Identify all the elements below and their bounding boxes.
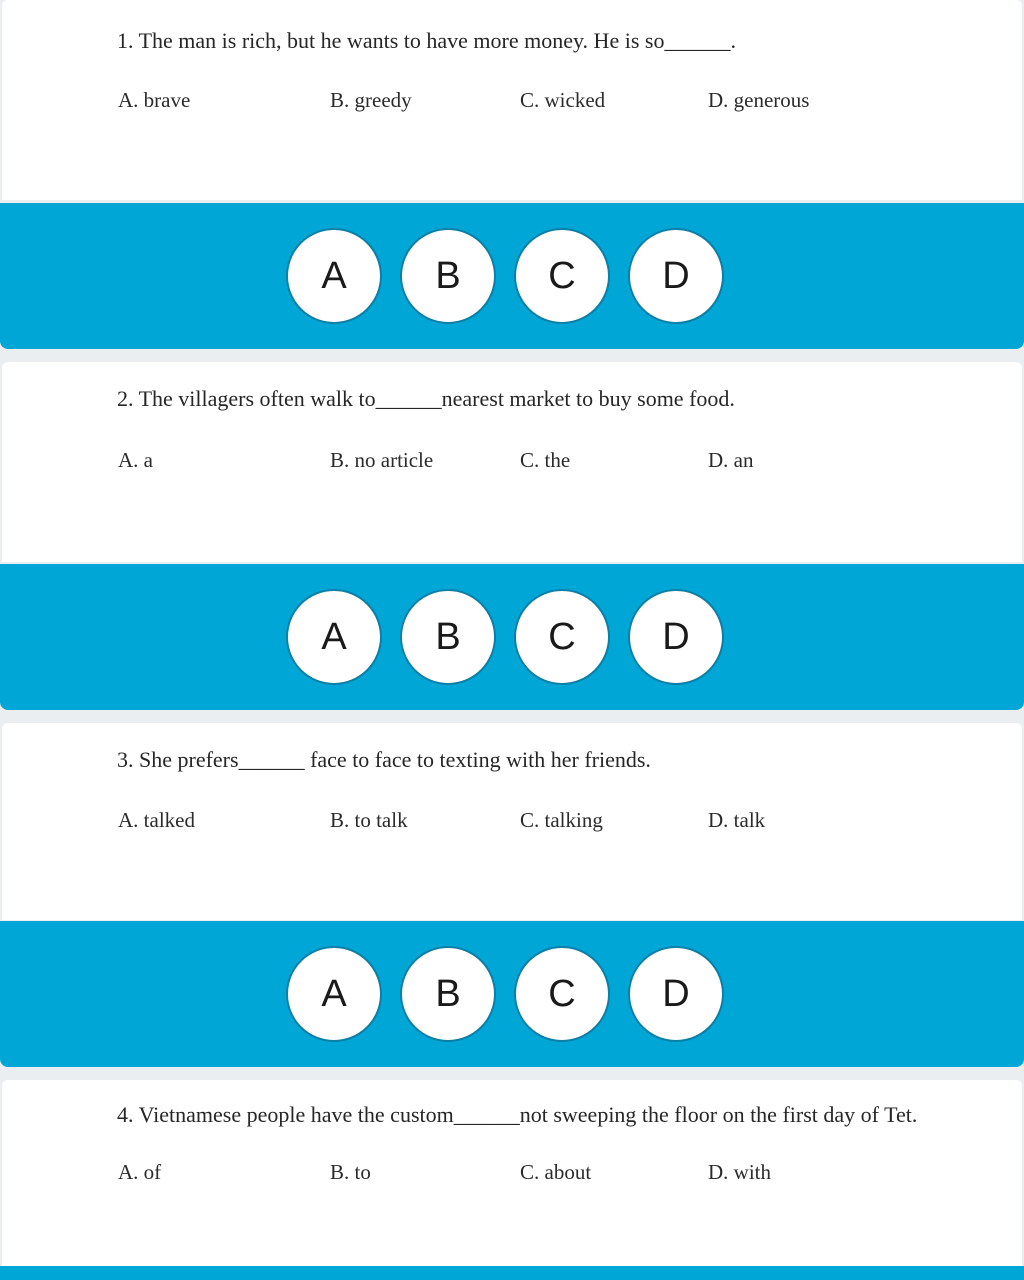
answer-bar-4 bbox=[0, 1266, 1024, 1280]
option-a-label: A. of bbox=[118, 1160, 162, 1184]
answer-a-button[interactable]: A bbox=[286, 228, 382, 324]
option-c-label: C. talking bbox=[520, 808, 603, 832]
answer-bar-3 bbox=[0, 921, 1024, 1067]
option-d-label: D. generous bbox=[708, 88, 810, 112]
answer-c-button[interactable]: C bbox=[514, 228, 610, 324]
question-text: 2. The villagers often walk to______nearest market to buy some food. bbox=[117, 386, 735, 411]
question-text: 4. Vietnamese people have the custom______not sweeping the floor on the first day of Tet. bbox=[117, 1102, 918, 1127]
option-b-label: B. greedy bbox=[330, 88, 412, 112]
option-d-label: D. an bbox=[708, 448, 754, 472]
option-c-label: C. about bbox=[520, 1160, 592, 1184]
answer-c-button[interactable]: C bbox=[514, 946, 610, 1042]
option-b-label: B. to talk bbox=[330, 808, 408, 832]
option-d-label: D. with bbox=[708, 1160, 771, 1184]
option-c-label: C. wicked bbox=[520, 88, 606, 112]
answer-b-button[interactable]: B bbox=[400, 946, 496, 1042]
answer-b-button[interactable]: B bbox=[400, 589, 496, 685]
answer-d-button[interactable]: D bbox=[628, 589, 724, 685]
question-card-2 bbox=[2, 362, 1022, 562]
question-card-3 bbox=[2, 723, 1022, 920]
option-a-label: A. brave bbox=[118, 88, 191, 112]
question-text: 1. The man is rich, but he wants to have more money. He is so______. bbox=[117, 28, 736, 53]
answer-bar-2 bbox=[0, 564, 1024, 710]
option-d-label: D. talk bbox=[708, 808, 766, 832]
answer-bar-1 bbox=[0, 203, 1024, 349]
question-card-4 bbox=[2, 1080, 1022, 1266]
question-card-1 bbox=[2, 0, 1022, 200]
answer-a-button[interactable]: A bbox=[286, 589, 382, 685]
answer-a-button[interactable]: A bbox=[286, 946, 382, 1042]
answer-c-button[interactable]: C bbox=[514, 589, 610, 685]
answer-b-button[interactable]: B bbox=[400, 228, 496, 324]
option-b-label: B. no article bbox=[330, 448, 434, 472]
option-b-label: B. to bbox=[330, 1160, 371, 1184]
answer-d-button[interactable]: D bbox=[628, 946, 724, 1042]
answer-d-button[interactable]: D bbox=[628, 228, 724, 324]
option-a-label: A. talked bbox=[118, 808, 195, 832]
option-c-label: C. the bbox=[520, 448, 571, 472]
option-a-label: A. a bbox=[118, 448, 153, 472]
question-text: 3. She prefers______ face to face to texting with her friends. bbox=[117, 747, 651, 772]
